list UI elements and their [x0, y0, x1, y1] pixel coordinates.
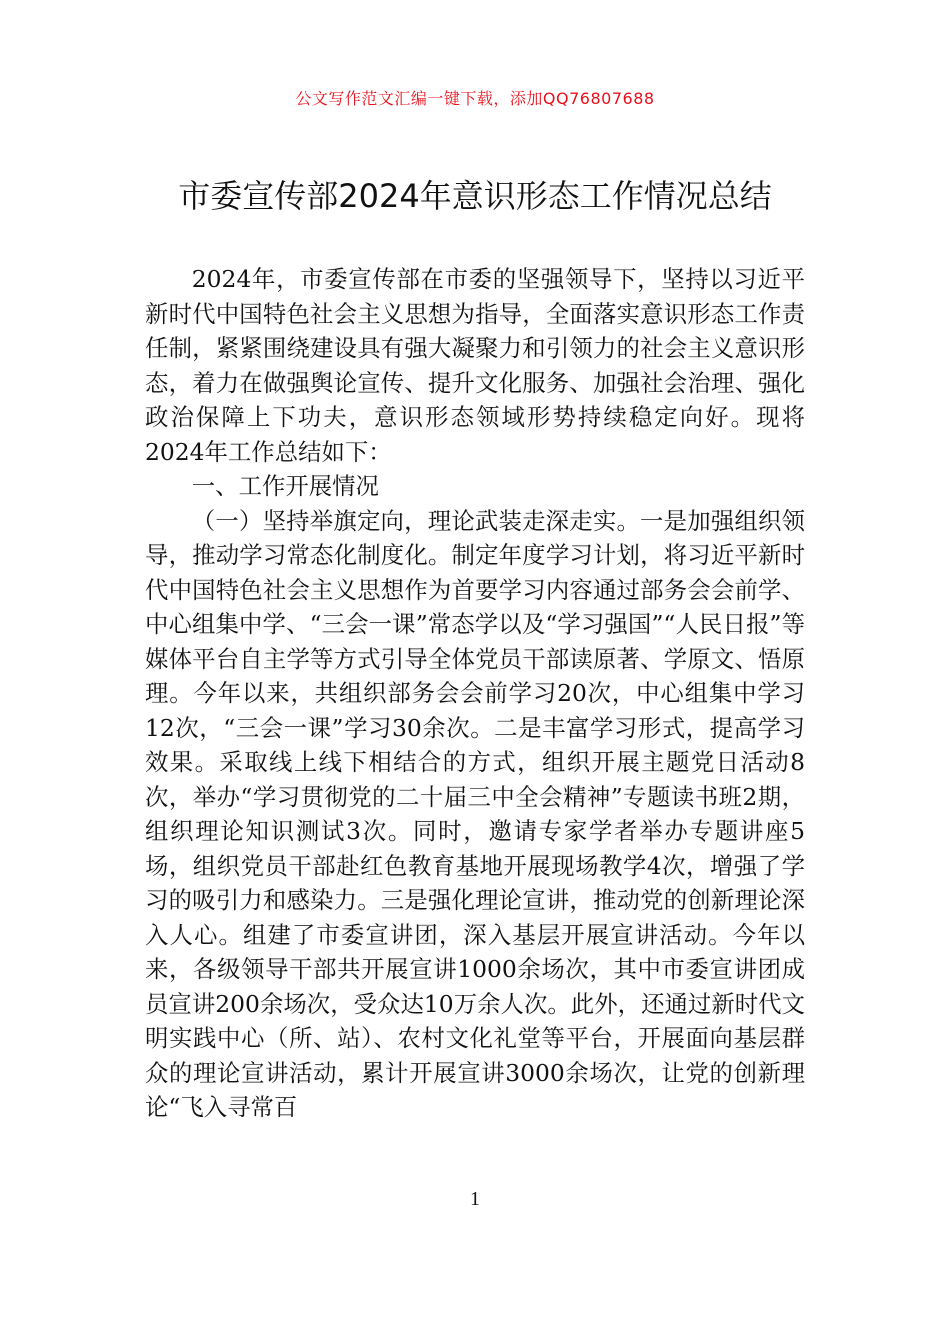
section-heading: 一、工作开展情况: [191, 472, 379, 500]
download-promo-note: 公文写作范文汇编一键下载，添加QQ76807688: [295, 89, 655, 108]
subsection-paragraph: （一）坚持举旗定向，理论武装走深走实。一是加强组织领导，推动学习常态化制度化。制定年度学习计划，将习近平新时代中国特色社会主义思想作为首要学习内容通过部务会会前学、中心组集中学、“三会一课”常态学以及“学习强国”“人民日报”等媒体平台自主学等方式引导全体党员干部读原著、学原文、悟原理。今年以来，共组织部务会会前学习20次，中心组集中学习12次，“三会一课”学习30余次。二是丰富学习形式，提高学习效果。采取线上线下相结合的方式，组织开展主题党日活动8次，举办“学习贯彻党的二十届三中全会精神”专题读书班2期，组织理论知识测试3次。同时，邀请专家学者举办专题讲座5场，组织党员干部赴红色教育基地开展现场教学4次，增强了学习的吸引力和感染力。三是强化理论宣讲，推动党的创新理论深入人心。组建了市委宣讲团，深入基层开展宣讲活动。今年以来，各级领导干部共开展宣讲1000余场次，其中市委宣讲团成员宣讲200余场次，受众达10万余人次。此外，还通过新时代文明实践中心（所、站）、农村文化礼堂等平台，开展面向基层群众的理论宣讲活动，累计开展宣讲3000余场次，让党的创新理论“飞入寻常百: [145, 506, 805, 1121]
document-title: 市委宣传部2024年意识形态工作情况总结: [178, 177, 772, 215]
intro-paragraph: 2024年，市委宣传部在市委的坚强领导下，坚持以习近平新时代中国特色社会主义思想为指导，全面落实意识形态工作责任制，紧紧围绕建设具有强大凝聚力和引领力的社会主义意识形态，着力在做强舆论宣传、提升文化服务、加强社会治理、强化政治保障上下功夫，意识形态领域形势持续稳定向好。现将2024年工作总结如下：: [145, 265, 805, 466]
document-body: [145, 262, 805, 1125]
page-number: 1: [470, 1188, 480, 1210]
